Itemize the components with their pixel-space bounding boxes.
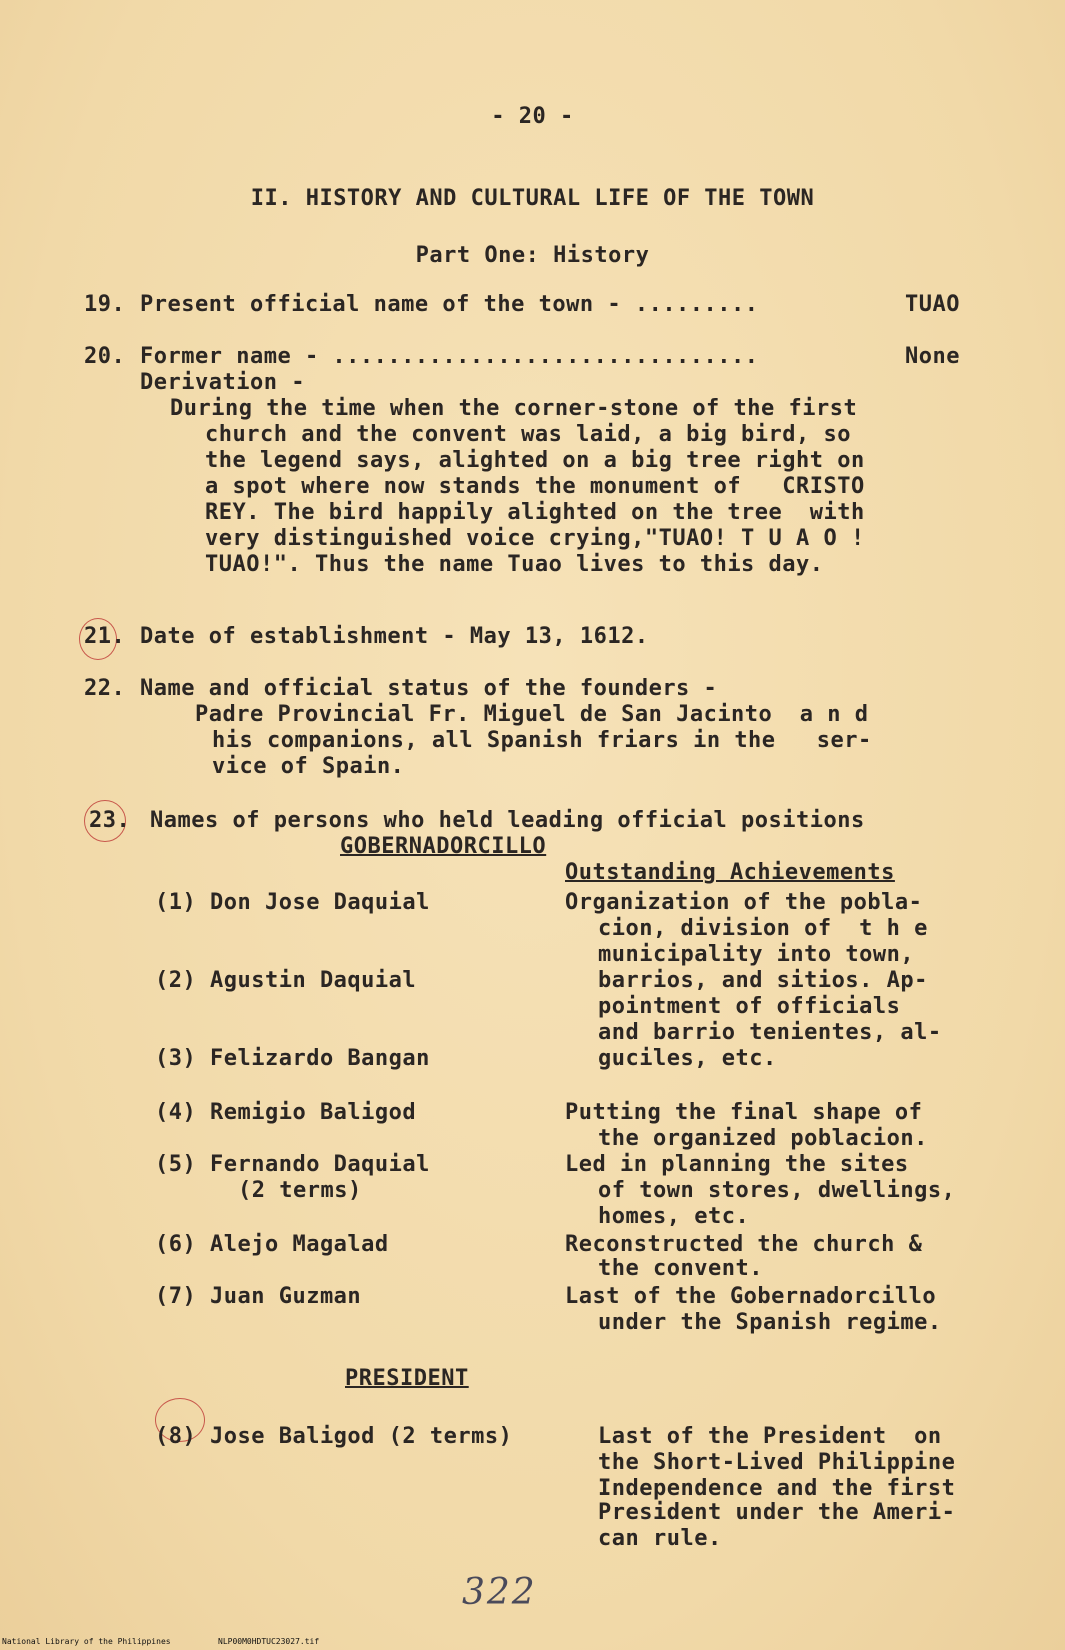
achievement-line: barrios, and sitios. Ap- [598,968,928,993]
derivation-label: Derivation - [140,370,305,395]
derivation-line: a spot where now stands the monument of CRISTO [205,474,865,499]
president-achievement-line: President under the Ameri- [598,1500,956,1525]
president-achievement-line: Independence and the first [598,1476,956,1501]
item-19-number: 19. [84,292,126,317]
president-achievement-line: the Short-Lived Philippine [598,1450,956,1475]
president-achievement-line: can rule. [598,1526,722,1551]
achievement-line: of town stores, dwellings, [598,1178,956,1203]
achievement-line: under the Spanish regime. [598,1310,942,1335]
item-20-text: Former name - ............................... [140,344,759,369]
president-name: (8) Jose Baligod (2 terms) [155,1424,513,1449]
achievement-line: Putting the final shape of [565,1100,923,1125]
derivation-line: the legend says, alighted on a big tree right on [205,448,865,473]
gober-name: (3) Felizardo Bangan [155,1046,430,1071]
gober-name-terms: (2 terms) [238,1178,362,1203]
section-title: II. HISTORY AND CULTURAL LIFE OF THE TOWN [250,186,815,211]
footer-filename: NLP00M0HDTUC23027.tif [218,1637,320,1646]
gobernadorcillo-heading: GOBERNADORCILLO [340,834,547,859]
derivation-line: church and the convent was laid, a big bird, so [205,422,852,447]
handwritten-page-number: 322 [462,1572,537,1613]
item-22-number: 22. [84,676,126,701]
achievement-line: Organization of the pobla- [565,890,923,915]
achievement-line: pointment of officials [598,994,901,1019]
footer-library: National Library of the Philippines [2,1637,171,1646]
achievement-line: Last of the Gobernadorcillo [565,1284,937,1309]
part-title: Part One: History [415,243,650,268]
derivation-line: TUAO!". Thus the name Tuao lives to this day. [205,552,824,577]
achievement-line: homes, etc. [598,1204,750,1229]
gober-name: (5) Fernando Daquial [155,1152,430,1177]
president-heading: PRESIDENT [345,1366,469,1391]
item-22-line: Padre Provincial Fr. Miguel de San Jacinto a n d [195,702,869,727]
gober-name: (4) Remigio Baligod [155,1100,417,1125]
item-22-text: Name and official status of the founders - [140,676,718,701]
achievement-line: the convent. [598,1256,763,1281]
achievements-heading: Outstanding Achievements [565,860,895,885]
item-23-number: 23. [89,808,131,833]
achievement-line: Led in planning the sites [565,1152,909,1177]
gober-name: (1) Don Jose Daquial [155,890,430,915]
item-23-text: Names of persons who held leading official positions [150,808,865,833]
achievement-line: Reconstructed the church & [565,1232,923,1257]
achievement-line: and barrio tenientes, al- [598,1020,942,1045]
derivation-line: very distinguished voice crying,"TUAO! T U A O ! [205,526,865,551]
item-21-text: Date of establishment - May 13, 1612. [140,624,649,649]
page-number: - 20 - [491,104,574,129]
item-22-line: his companions, all Spanish friars in the ser- [212,728,872,753]
president-achievement-line: Last of the President on [598,1424,942,1449]
item-20-number: 20. [84,344,126,369]
gober-name: (7) Juan Guzman [155,1284,362,1309]
item-19-text: Present official name of the town - ......... [140,292,759,317]
achievement-line: municipality into town, [598,942,915,967]
gober-name: (2) Agustin Daquial [155,968,417,993]
item-20-value: None [905,344,960,369]
achievement-line: the organized poblacion. [598,1126,928,1151]
achievement-line: cion, division of t h e [598,916,928,941]
item-21-number: 21. [84,624,126,649]
derivation-line: REY. The bird happily alighted on the tree with [205,500,865,525]
item-19-value: TUAO [905,292,960,317]
derivation-line: During the time when the corner-stone of the first [170,396,858,421]
item-22-line: vice of Spain. [212,754,405,779]
gober-name: (6) Alejo Magalad [155,1232,389,1257]
achievement-line: guciles, etc. [598,1046,777,1071]
